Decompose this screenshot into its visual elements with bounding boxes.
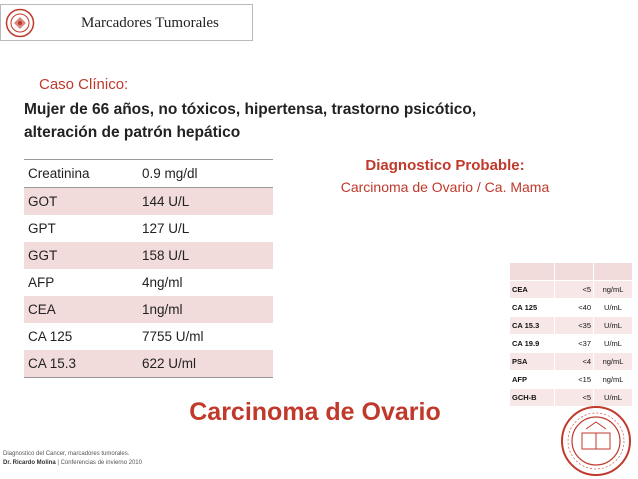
lab-name: CA 15.3 <box>24 350 138 378</box>
table-row <box>24 269 273 296</box>
marker-unit: U/mL <box>594 317 633 335</box>
table-row <box>24 242 273 269</box>
marker-unit: ng/mL <box>594 281 633 299</box>
lab-value: 4ng/ml <box>142 275 183 290</box>
marker-limit: <35 <box>555 317 594 335</box>
lab-value: 1ng/ml <box>138 296 273 323</box>
marker-unit: ng/mL <box>594 353 633 371</box>
marker-unit: U/mL <box>594 335 633 353</box>
slide-header <box>0 4 253 41</box>
lab-value: 127 U/L <box>142 221 190 236</box>
footer-line: Diagnostico del Cancer, marcadores tumorales. <box>3 451 130 457</box>
table-row <box>510 353 633 371</box>
lab-value: 0.9 mg/dl <box>138 160 273 188</box>
footer-event: | Conferencias de invierno 2010 <box>55 460 142 466</box>
case-description-line: Mujer de 66 años, no tóxicos, hipertensa, trastorno psicótico, <box>24 101 477 118</box>
case-description-line: alteración de patrón hepático <box>24 124 241 141</box>
lab-name: GGT <box>24 242 138 269</box>
case-title: Caso Clínico: <box>39 76 129 93</box>
lab-name: Creatinina <box>24 160 138 188</box>
lab-name: GOT <box>24 188 138 216</box>
table-row <box>24 296 273 323</box>
marker-limit: <15 <box>555 371 594 389</box>
marker-name: AFP <box>510 371 555 389</box>
lab-name: CEA <box>24 296 138 323</box>
table-row <box>24 188 273 216</box>
university-logo-icon <box>5 8 35 38</box>
slide-title: Marcadores Tumorales <box>81 15 219 31</box>
lab-value: 622 U/ml <box>138 350 273 378</box>
marker-name: CA 125 <box>510 299 555 317</box>
table-header-row <box>510 263 633 281</box>
marker-unit: ng/mL <box>594 371 633 389</box>
table-row <box>510 389 633 407</box>
table-row <box>510 335 633 353</box>
marker-limit: <5 <box>555 281 594 299</box>
marker-limit: <4 <box>555 353 594 371</box>
lab-value: 7755 U/ml <box>142 329 204 344</box>
lab-name: GPT <box>28 221 56 236</box>
case-description <box>24 98 544 144</box>
marker-name: CA 15.3 <box>510 317 555 335</box>
table-row <box>510 371 633 389</box>
journal-seal-icon <box>560 405 632 477</box>
diagnosis-title: Diagnostico Probable: <box>365 157 525 174</box>
table-row <box>510 281 633 299</box>
reference-values-table <box>509 262 633 407</box>
slide-footer <box>3 450 142 468</box>
lab-value: 158 U/L <box>138 242 273 269</box>
conclusion-heading: Carcinoma de Ovario <box>189 398 441 426</box>
footer-author: Dr. Ricardo Molina <box>3 460 56 466</box>
marker-name: GCH-B <box>510 389 555 407</box>
table-row <box>510 317 633 335</box>
table-row <box>24 160 273 188</box>
marker-name: CA 19.9 <box>510 335 555 353</box>
lab-name: CA 125 <box>28 329 73 344</box>
marker-limit: <40 <box>555 299 594 317</box>
marker-limit: <5 <box>555 389 594 407</box>
lab-value: 144 U/L <box>138 188 273 216</box>
marker-name: CEA <box>510 281 555 299</box>
table-row <box>24 323 273 350</box>
diagnosis-value: Carcinoma de Ovario / Ca. Mama <box>340 179 550 195</box>
marker-name: PSA <box>510 353 555 371</box>
marker-limit: <37 <box>555 335 594 353</box>
marker-unit: U/mL <box>594 299 633 317</box>
table-row <box>24 215 273 242</box>
lab-name: AFP <box>28 275 55 290</box>
marker-unit: U/mL <box>594 389 633 407</box>
table-row <box>510 299 633 317</box>
table-row <box>24 350 273 378</box>
lab-results-table <box>24 159 273 378</box>
footer-line <box>3 459 142 468</box>
